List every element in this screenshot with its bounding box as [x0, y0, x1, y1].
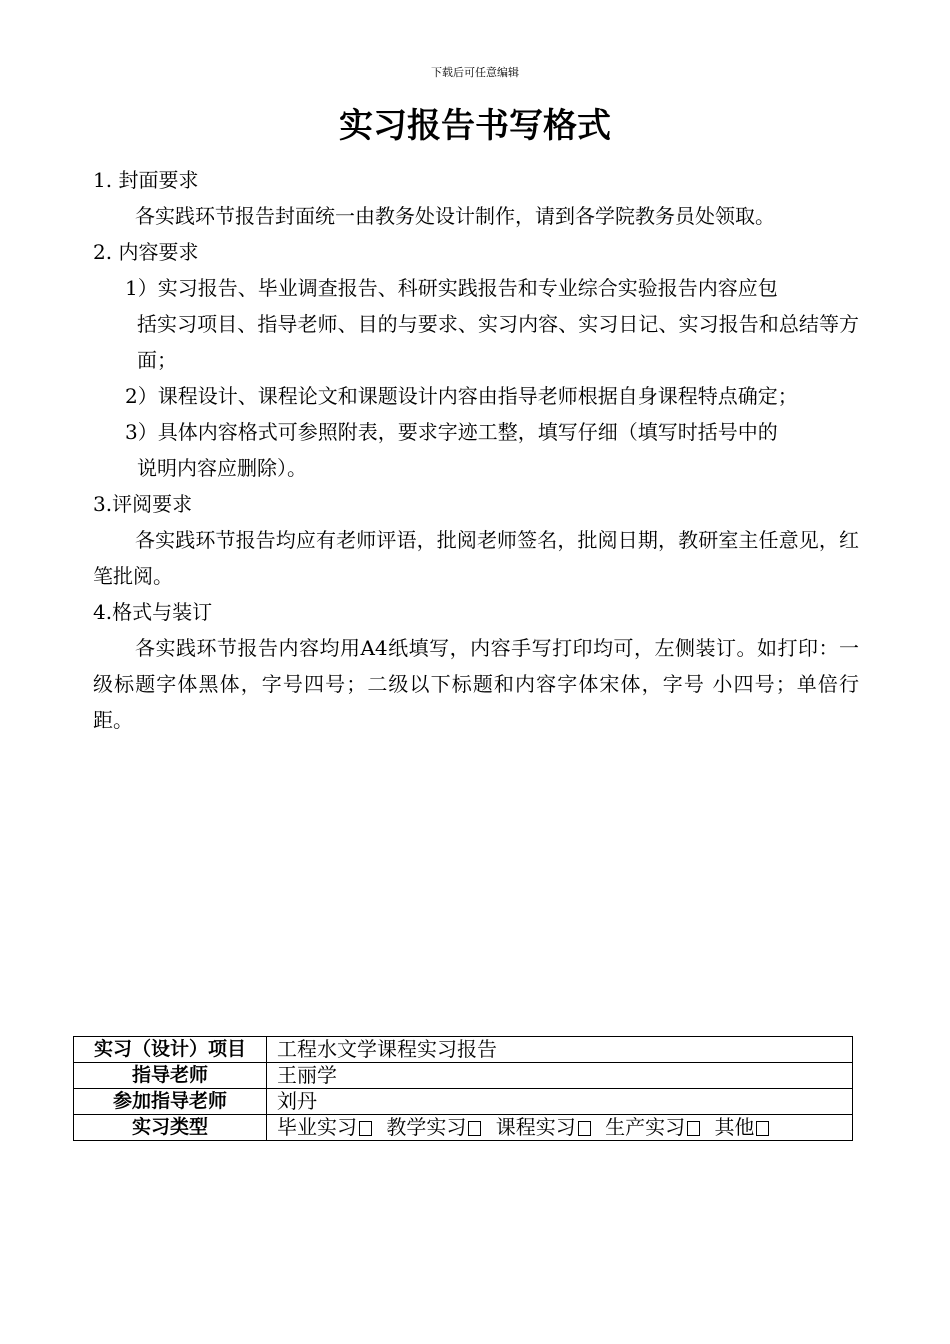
project-value: 工程水文学课程实习报告: [267, 1037, 853, 1063]
content-item-2: [125, 378, 859, 414]
internship-type-options: [267, 1115, 853, 1141]
content-item-1-rest: 括实习项目、指导老师、目的与要求、实习内容、实习日记、实习报告和总结等方面；: [137, 312, 859, 372]
content-item-1-line1: 1）实习报告、毕业调查报告、科研实践报告和专业综合实验报告内容应包: [125, 276, 778, 300]
section-paragraph-cover: 各实践环节报告封面统一由教务处设计制作，请到各学院教务员处领取。: [135, 204, 775, 228]
section-heading-review: 3.评阅要求: [93, 492, 193, 516]
table-row-project: [74, 1037, 853, 1063]
checkbox-other[interactable]: [756, 1121, 769, 1136]
table-row-teacher: [74, 1063, 853, 1089]
type-option-other: 其他: [714, 1115, 755, 1139]
project-label: 实习（设计）项目: [74, 1037, 267, 1063]
content-item-3-line1: 3）具体内容格式可参照附表，要求字迹工整，填写仔细（填写时括号中的: [125, 420, 778, 444]
type-option-course: 课程实习: [495, 1115, 576, 1139]
document-body: [93, 162, 859, 738]
section-paragraph-review: 各实践环节报告均应有老师评语，批阅老师签名，批阅日期，教研室主任意见，红笔批阅。: [93, 528, 859, 588]
internship-type-label: 实习类型: [74, 1115, 267, 1141]
teacher-value: 王丽学: [267, 1063, 853, 1089]
type-option-production: 生产实习: [605, 1115, 686, 1139]
assistant-teacher-label: 参加指导老师: [74, 1089, 267, 1115]
content-item-1: [125, 270, 859, 378]
type-option-teaching: 教学实习: [386, 1115, 467, 1139]
section-heading-content: 2. 内容要求: [93, 240, 199, 264]
checkbox-course[interactable]: [578, 1121, 591, 1136]
table-row-assistant-teacher: [74, 1089, 853, 1115]
checkbox-production[interactable]: [687, 1121, 700, 1136]
section-heading-binding: 4.格式与装订: [93, 600, 213, 624]
teacher-label: 指导老师: [74, 1063, 267, 1089]
internship-info-table: [73, 1036, 853, 1141]
table-row-type: [74, 1115, 853, 1141]
checkbox-teaching[interactable]: [468, 1121, 481, 1136]
section-paragraph-binding: 各实践环节报告内容均用A4纸填写，内容手写打印均可，左侧装订。如打印：一级标题字体黑体，字号四号；二级以下标题和内容字体宋体，字号 小四号；单倍行距。: [93, 636, 859, 732]
type-option-graduation: 毕业实习: [277, 1115, 357, 1139]
content-item-3: [125, 414, 859, 486]
document-title: 实习报告书写格式: [339, 106, 611, 146]
checkbox-graduation[interactable]: [359, 1121, 372, 1136]
content-item-2-line1: 2）课程设计、课程论文和课题设计内容由指导老师根据自身课程特点确定；: [125, 384, 798, 408]
page-header-note: 下载后可任意编辑: [431, 66, 519, 79]
content-item-3-rest: 说明内容应删除）。: [137, 456, 307, 480]
assistant-teacher-value: 刘丹: [267, 1089, 853, 1115]
section-heading-cover: 1. 封面要求: [93, 168, 199, 192]
